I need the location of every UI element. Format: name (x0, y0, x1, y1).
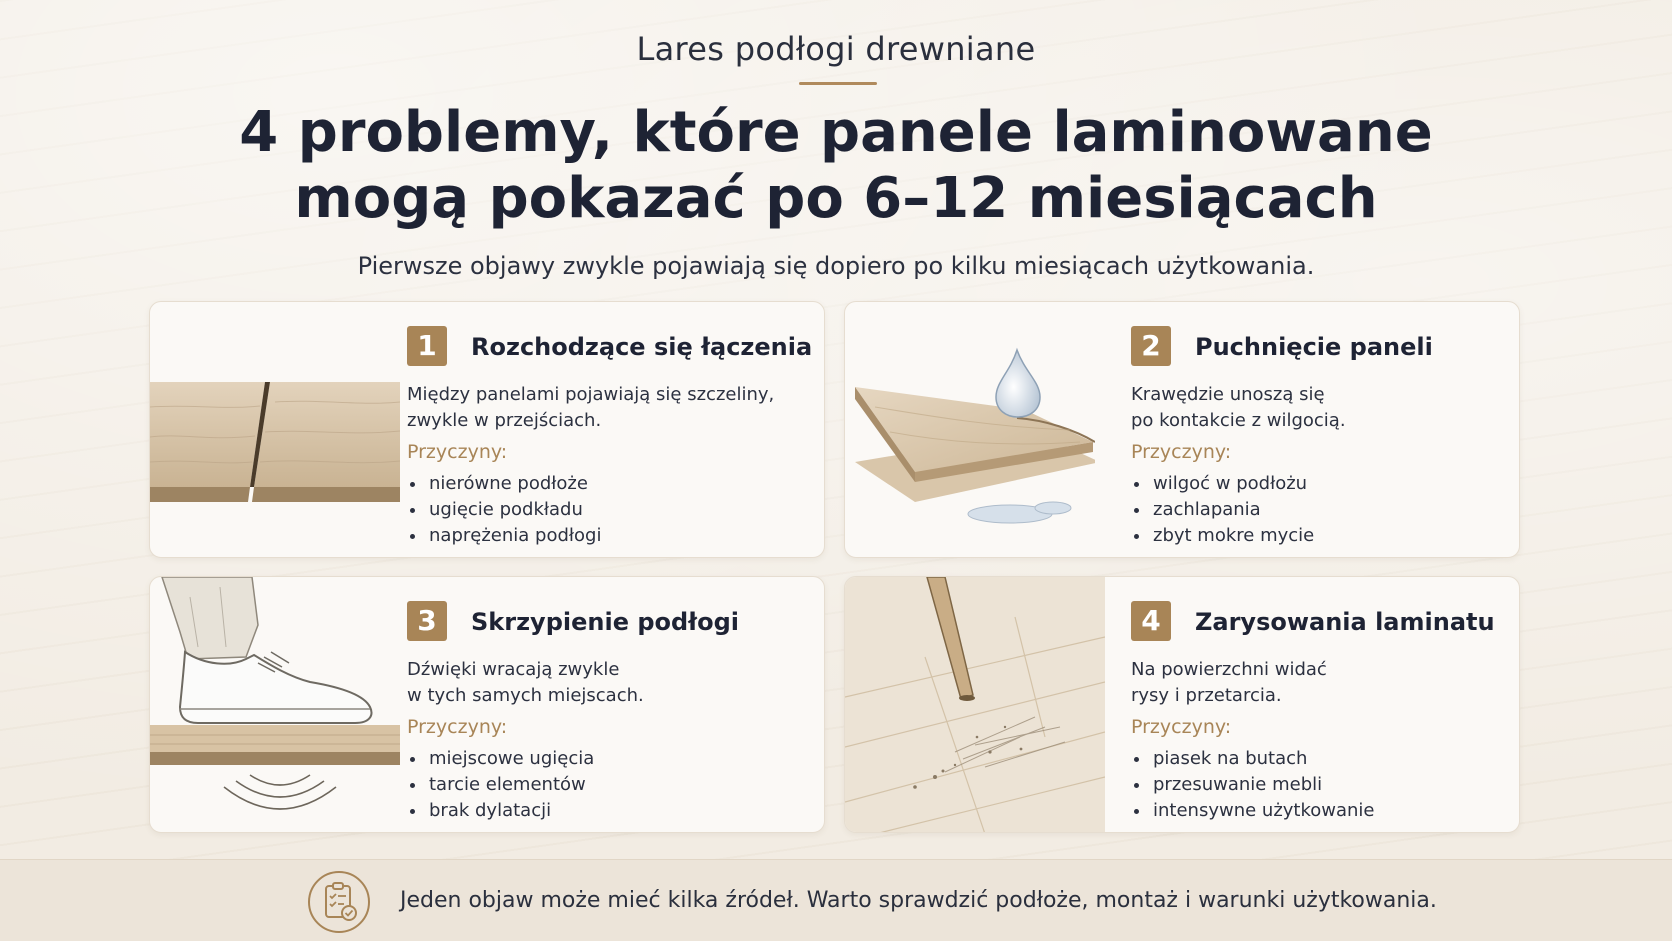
brand-underline (799, 82, 877, 85)
card-description-line-2: po kontakcie z wilgocią. (1131, 410, 1346, 431)
card-description-line-2: w tych samych miejscach. (407, 685, 644, 706)
footer-note: Jeden objaw może mieć kilka źródeł. Warto sprawdzić podłoże, montaż i warunki użytkowania. (400, 888, 1437, 913)
separated-panels-illustration (150, 302, 400, 558)
cause-item: wilgoć w podłożu (1131, 471, 1314, 497)
card-number-badge: 1 (407, 326, 447, 366)
cause-item: ugięcie podkładu (407, 497, 601, 523)
cause-item: zbyt mokre mycie (1131, 523, 1314, 549)
card-description-line-1: Krawędzie unoszą się (1131, 384, 1325, 405)
problem-card-1 (149, 301, 825, 558)
card-description (407, 382, 817, 434)
card-description-line-2: zwykle w przejściach. (407, 410, 602, 431)
brand-name: Lares podłogi drewniane (636, 30, 1036, 68)
card-title: Rozchodzące się łączenia (471, 333, 813, 361)
page-title-line-1: 4 problemy, które panele laminowane (239, 100, 1433, 165)
causes-label: Przyczyny: (1131, 441, 1232, 463)
card-description-line-1: Dźwięki wracają zwykle (407, 659, 620, 680)
card-description (407, 657, 817, 709)
card-description-line-1: Na powierzchni widać (1131, 659, 1327, 680)
problem-card-3 (149, 576, 825, 833)
cause-item: zachlapania (1131, 497, 1314, 523)
cause-item: naprężenia podłogi (407, 523, 601, 549)
causes-list (1131, 746, 1375, 824)
page-title (0, 100, 1672, 232)
page-title-line-2: mogą pokazać po 6–12 miesiącach (294, 166, 1378, 231)
card-description (1131, 382, 1520, 434)
cause-item: piasek na butach (1131, 746, 1375, 772)
cause-item: brak dylatacji (407, 798, 594, 824)
cause-item: intensywne użytkowanie (1131, 798, 1375, 824)
card-description (1131, 657, 1520, 709)
cause-item: przesuwanie mebli (1131, 772, 1375, 798)
problem-card-4 (844, 576, 1520, 833)
card-title: Skrzypienie podłogi (471, 608, 739, 636)
card-description-line-2: rysy i przetarcia. (1131, 685, 1282, 706)
causes-label: Przyczyny: (1131, 716, 1232, 738)
card-number-badge: 2 (1131, 326, 1171, 366)
card-title: Zarysowania laminatu (1195, 608, 1495, 636)
card-number-badge: 3 (407, 601, 447, 641)
chair-leg-scratches-illustration (845, 577, 1105, 833)
shoe-creaking-floor-illustration (150, 577, 400, 833)
causes-list (407, 746, 594, 824)
page-subtitle: Pierwsze objawy zwykle pojawiają się dopiero po kilku miesiącach użytkowania. (357, 252, 1315, 280)
clipboard-check-icon (306, 869, 372, 935)
causes-list (1131, 471, 1314, 549)
cause-item: tarcie elementów (407, 772, 594, 798)
causes-label: Przyczyny: (407, 441, 508, 463)
footer-bar (0, 859, 1672, 941)
swollen-panel-illustration (845, 302, 1095, 558)
cause-item: nierówne podłoże (407, 471, 601, 497)
causes-list (407, 471, 601, 549)
card-title: Puchnięcie paneli (1195, 333, 1433, 361)
card-number-badge: 4 (1131, 601, 1171, 641)
causes-label: Przyczyny: (407, 716, 508, 738)
problem-card-2 (844, 301, 1520, 558)
cause-item: miejscowe ugięcia (407, 746, 594, 772)
card-description-line-1: Między panelami pojawiają się szczeliny, (407, 384, 775, 405)
